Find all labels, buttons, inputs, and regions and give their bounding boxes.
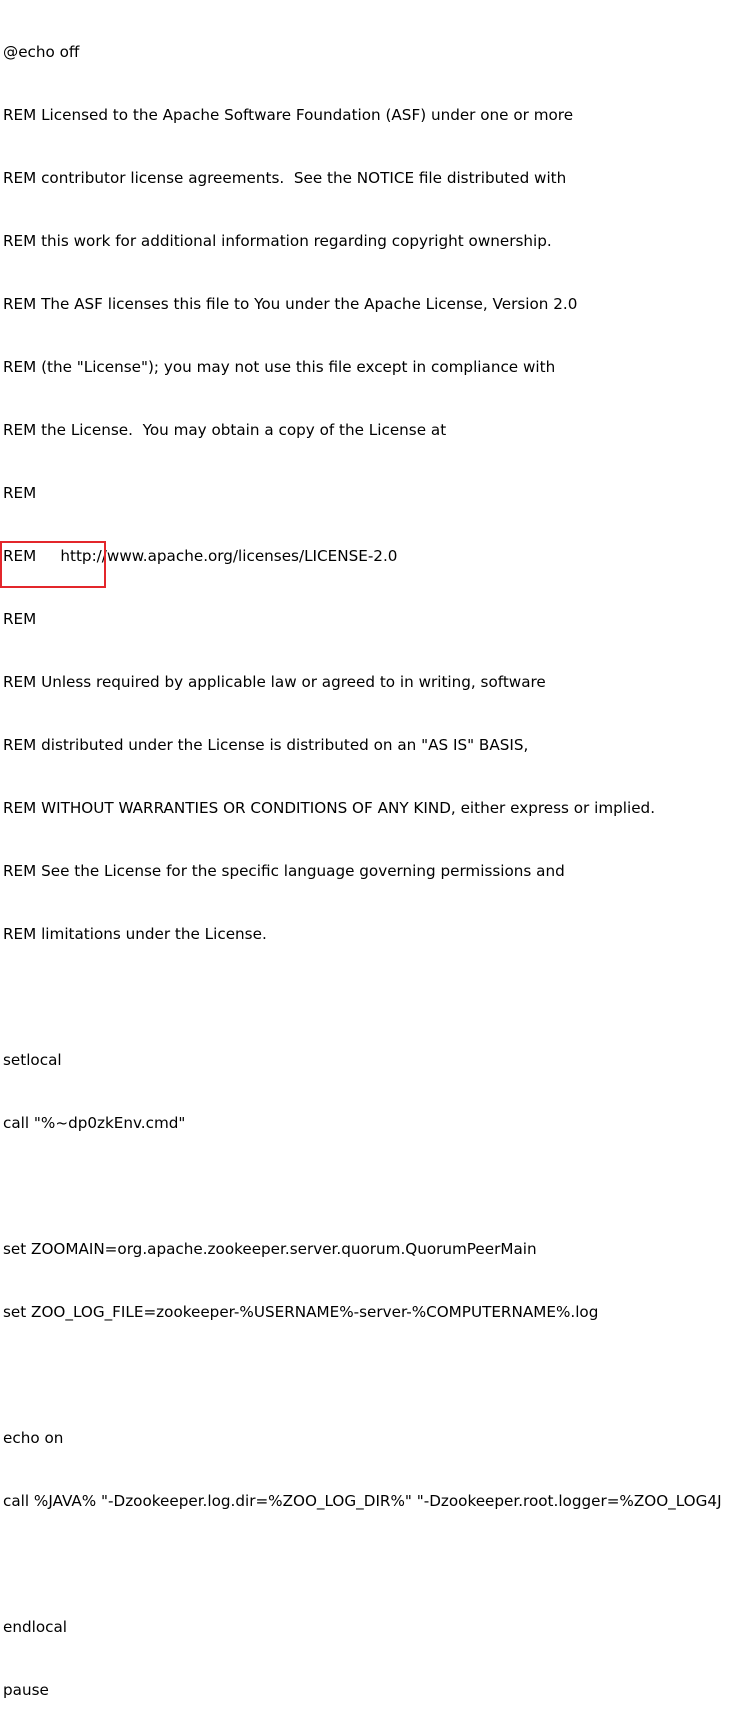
code-line: REM xyxy=(3,610,37,628)
text-editor-content[interactable] xyxy=(3,0,741,1699)
code-line: REM Licensed to the Apache Software Foundation (ASF) under one or more xyxy=(3,106,574,124)
code-line: set ZOOMAIN=org.apache.zookeeper.server.quorum.QuorumPeerMain xyxy=(3,1240,537,1258)
code-line: REM http://www.apache.org/licenses/LICENSE-2.0 xyxy=(3,547,398,565)
code-line: REM See the License for the specific language governing permissions and xyxy=(3,862,565,880)
code-line xyxy=(3,1365,741,1386)
code-line xyxy=(3,1554,741,1575)
code-line: REM this work for additional information regarding copyright ownership. xyxy=(3,232,552,250)
code-line: REM (the "License"); you may not use this file except in compliance with xyxy=(3,358,556,376)
code-line: endlocal xyxy=(3,1618,67,1636)
code-line: call %JAVA% "-Dzookeeper.log.dir=%ZOO_LOG_DIR%" "-Dzookeeper.root.logger=%ZOO_LOG4J xyxy=(3,1492,722,1510)
code-line xyxy=(3,987,741,1008)
code-line: REM Unless required by applicable law or agreed to in writing, software xyxy=(3,673,546,691)
code-line: REM xyxy=(3,484,37,502)
code-line: set ZOO_LOG_FILE=zookeeper-%USERNAME%-server-%COMPUTERNAME%.log xyxy=(3,1303,599,1321)
code-line: REM contributor license agreements. See the NOTICE file distributed with xyxy=(3,169,567,187)
code-line xyxy=(3,1176,741,1197)
code-line: echo on xyxy=(3,1429,64,1447)
code-line: call "%~dp0zkEnv.cmd" xyxy=(3,1114,186,1132)
code-line: REM limitations under the License. xyxy=(3,925,267,943)
code-line: REM the License. You may obtain a copy of the License at xyxy=(3,421,447,439)
code-line: REM The ASF licenses this file to You under the Apache License, Version 2.0 xyxy=(3,295,578,313)
code-line-pause: pause xyxy=(3,1681,49,1699)
code-line: REM distributed under the License is distributed on an "AS IS" BASIS, xyxy=(3,736,529,754)
code-line: REM WITHOUT WARRANTIES OR CONDITIONS OF ANY KIND, either express or implied. xyxy=(3,799,656,817)
code-line: setlocal xyxy=(3,1051,62,1069)
code-line: @echo off xyxy=(3,43,80,61)
